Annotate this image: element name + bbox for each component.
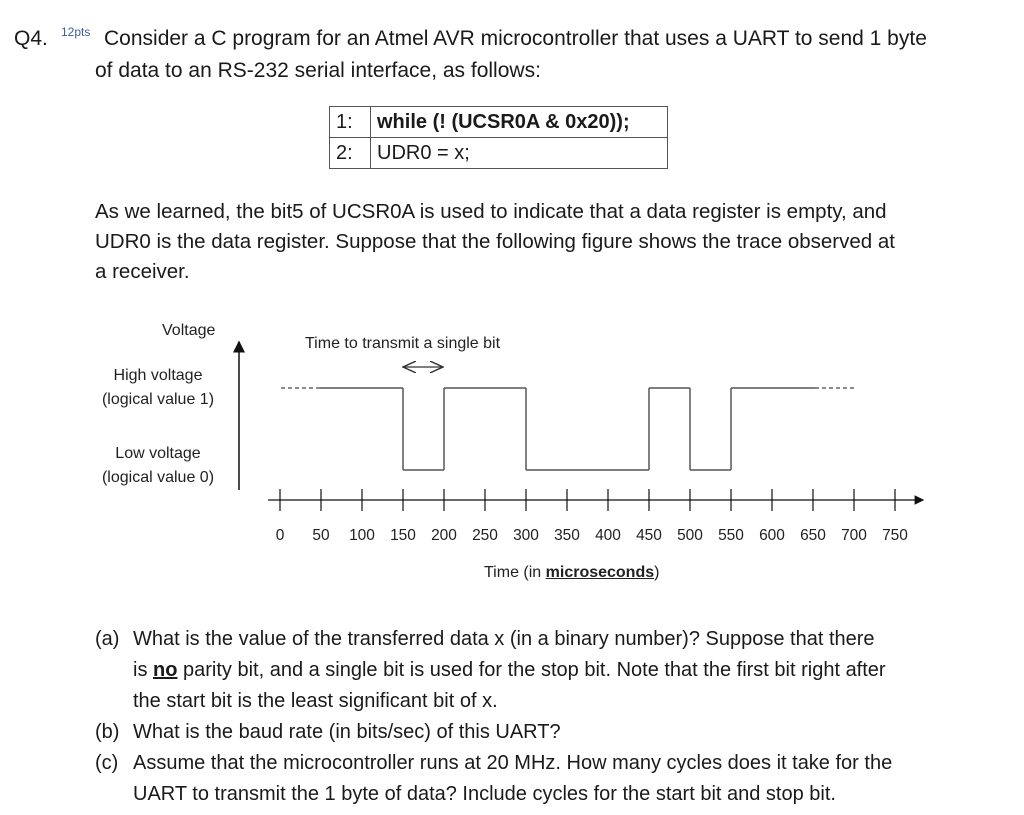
x-axis-tick-label: 700 [841,527,867,544]
x-axis-label-suffix: ) [654,564,660,581]
question-intro-line1: Consider a C program for an Atmel AVR microcontroller that uses a UART to send 1 byte [104,27,927,50]
x-axis-tick-label: 350 [554,527,580,544]
code-line-number: 1: [330,107,371,138]
x-axis-tick-label: 650 [800,527,826,544]
low-voltage-logic: (logical value 0) [101,469,215,486]
part-a-line2 [133,655,886,686]
part-a-marker: (a) [95,628,120,650]
x-axis-tick-label: 450 [636,527,662,544]
part-c-marker: (c) [95,752,119,774]
x-axis-tick-label: 750 [882,527,908,544]
x-axis-tick-label: 550 [718,527,744,544]
code-statement-assign: UDR0 = x; [371,138,668,169]
points-badge: 12pts [61,25,91,39]
x-axis-tick-label: 250 [472,527,498,544]
explanation-line1: As we learned, the bit5 of UCSR0A is used to indicate that a data register is empty, and [95,200,887,223]
question-number: Q4. [14,27,48,50]
part-c-line2: UART to transmit the 1 byte of data? Include cycles for the start bit and stop bit. [133,783,836,805]
x-axis-tick-label: 300 [513,527,539,544]
y-axis-label: Voltage [162,322,216,339]
x-axis-tick-label: 200 [431,527,457,544]
part-a-no-emphasis: no [153,659,178,681]
x-axis-label-prefix: Time (in [484,564,546,581]
part-b-line1: What is the baud rate (in bits/sec) of this UART? [133,721,561,743]
part-a-line3: the start bit is the least significant bit of x. [133,690,498,712]
explanation-line2: UDR0 is the data register. Suppose that the following figure shows the trace observed at [95,230,895,253]
x-axis-tick-label: 600 [759,527,785,544]
x-axis-tick-label: 150 [390,527,416,544]
x-axis-label-unit: microseconds [545,564,655,581]
part-a-line1: What is the value of the transferred data x (in a binary number)? Suppose that there [133,628,875,650]
x-axis-tick-label: 0 [275,527,285,544]
bit-time-label: Time to transmit a single bit [305,335,501,352]
part-a-line2-pre: is [133,659,153,681]
high-voltage-text: High voltage [113,367,203,384]
part-b-marker: (b) [95,721,120,743]
x-axis-tick-label: 400 [595,527,621,544]
high-voltage-logic: (logical value 1) [101,391,215,408]
x-axis-tick-label: 100 [349,527,375,544]
low-voltage-text: Low voltage [115,445,201,462]
x-axis-label [484,564,659,582]
code-line-number: 2: [330,138,371,169]
x-axis-tick-label: 500 [677,527,703,544]
code-statement-while: while (! (UCSR0A & 0x20)); [371,107,668,138]
x-axis-tick-label: 50 [312,527,330,544]
part-a-line2-post: parity bit, and a single bit is used for the stop bit. Note that the first bit right after [177,659,886,681]
part-c-line1: Assume that the microcontroller runs at 20 MHz. How many cycles does it take for the [133,752,893,774]
question-intro-line2: of data to an RS-232 serial interface, as follows: [95,59,541,82]
explanation-line3: a receiver. [95,260,190,283]
